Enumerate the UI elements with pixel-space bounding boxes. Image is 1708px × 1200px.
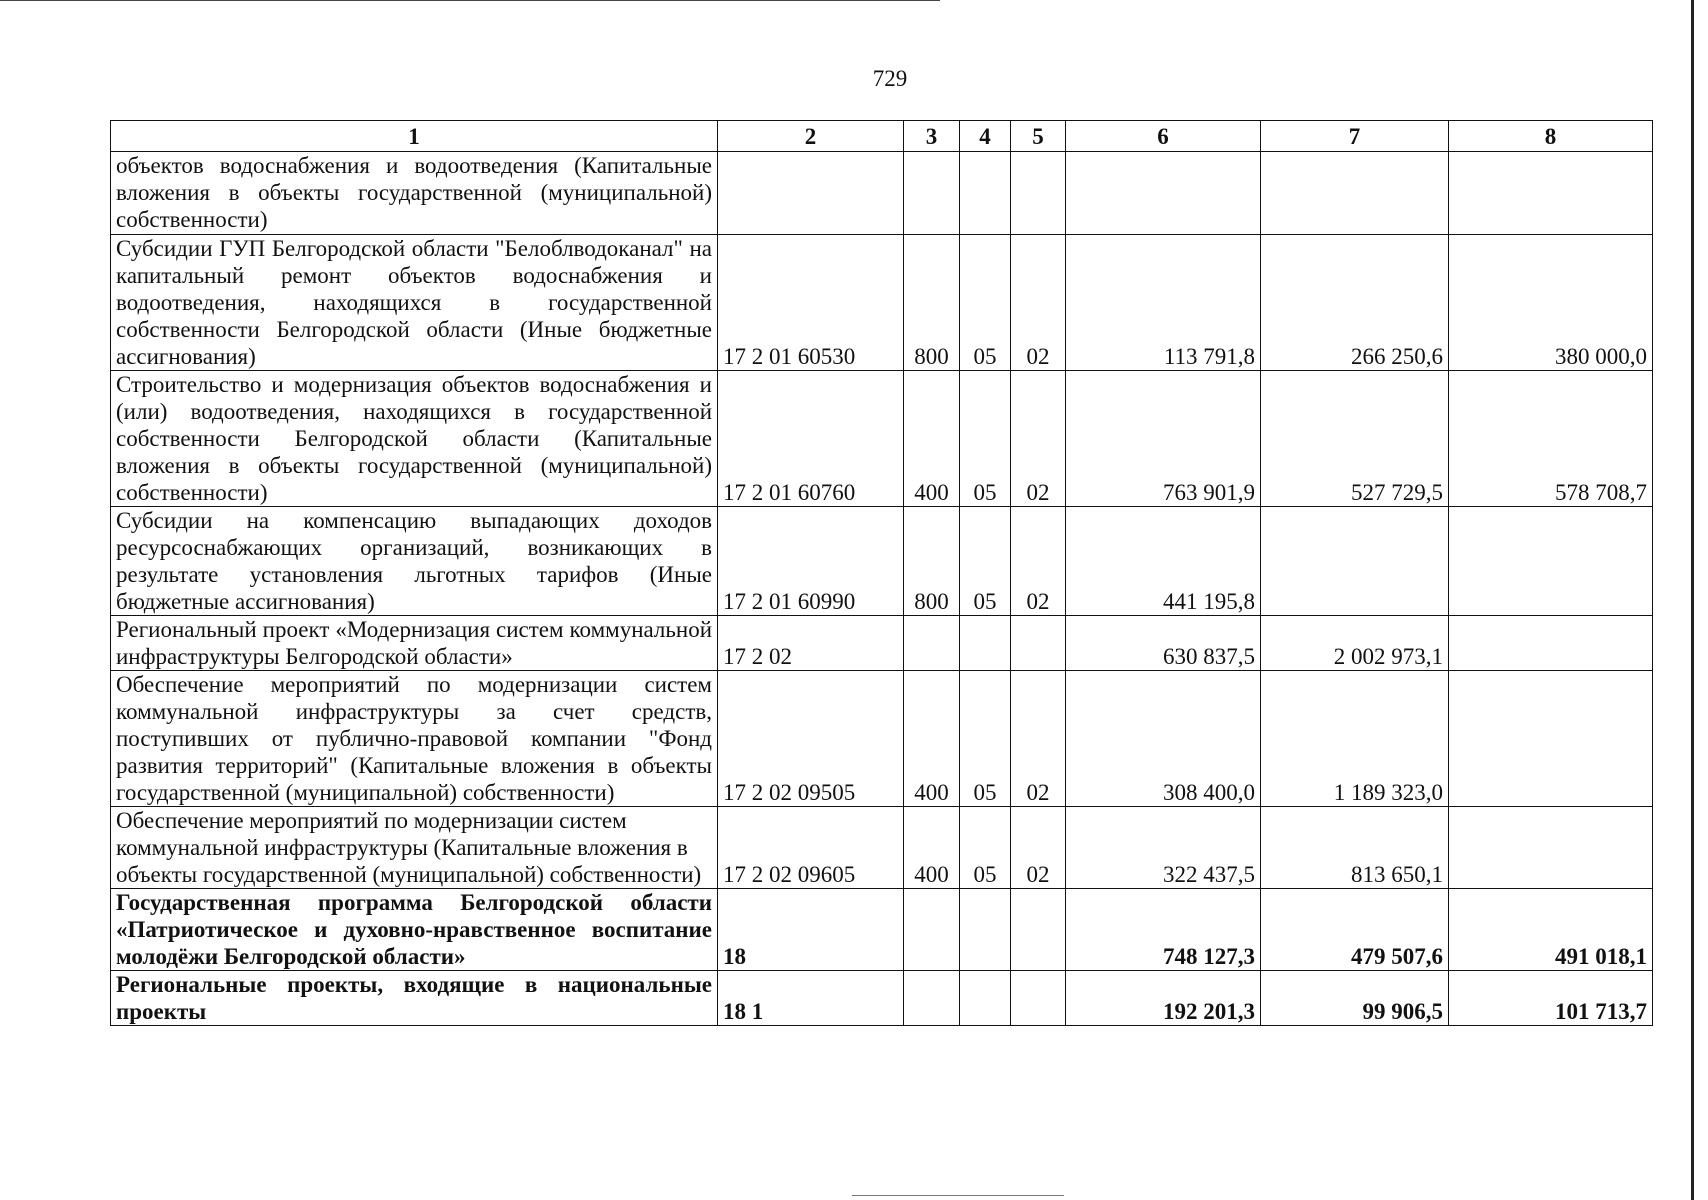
row-description: Обеспечение мероприятий по модернизации систем коммунальной инфраструктуры за счет средств, поступивших от публично-правовой компании "Фонд развития территорий" (Капитальные вложения в объекты государственной (муниципальной) собственности)	[111, 671, 718, 807]
row-col3: 800	[904, 235, 960, 371]
row-value-7: 2 002 973,1	[1261, 616, 1449, 671]
right-edge-rule	[1691, 0, 1708, 1200]
row-description: Региональные проекты, входящие в национальные проекты	[111, 971, 718, 1026]
row-description: Субсидии на компенсацию выпадающих доходов ресурсоснабжающих организаций, возникающих в результате установления льготных тарифов (Иные бюджетные ассигнования)	[111, 507, 718, 616]
row-value-6	[1066, 152, 1261, 235]
header-cell: 1	[111, 121, 718, 152]
row-code: 17 2 02 09505	[718, 671, 904, 807]
row-col3	[904, 971, 960, 1026]
row-col4: 05	[960, 671, 1011, 807]
row-col5: 02	[1011, 807, 1066, 889]
row-col3: 400	[904, 671, 960, 807]
row-value-7: 527 729,5	[1261, 371, 1449, 507]
row-col5: 02	[1011, 371, 1066, 507]
row-col4: 05	[960, 807, 1011, 889]
row-col3	[904, 616, 960, 671]
row-value-6: 441 195,8	[1066, 507, 1261, 616]
row-description: Региональный проект «Модернизация систем коммунальной инфраструктуры Белгородской области»	[111, 616, 718, 671]
row-value-6: 748 127,3	[1066, 889, 1261, 971]
row-col5	[1011, 152, 1066, 235]
bottom-rule	[852, 1195, 1064, 1196]
row-col5: 02	[1011, 507, 1066, 616]
row-value-8: 491 018,1	[1449, 889, 1653, 971]
row-col4	[960, 889, 1011, 971]
row-value-6: 322 437,5	[1066, 807, 1261, 889]
row-col4: 05	[960, 371, 1011, 507]
row-value-6: 192 201,3	[1066, 971, 1261, 1026]
row-code: 17 2 01 60530	[718, 235, 904, 371]
row-description: Строительство и модернизация объектов водоснабжения и (или) водоотведения, находящихся в государственной собственности Белгородской области (Капитальные вложения в объекты государственной (муниципальной) собственности)	[111, 371, 718, 507]
row-code: 18 1	[718, 971, 904, 1026]
row-value-7: 266 250,6	[1261, 235, 1449, 371]
row-code: 18	[718, 889, 904, 971]
row-col4	[960, 971, 1011, 1026]
row-value-7: 1 189 323,0	[1261, 671, 1449, 807]
table-row	[111, 807, 1653, 889]
row-description: объектов водоснабжения и водоотведения (Капитальные вложения в объекты государственной (муниципальной) собственности)	[111, 152, 718, 235]
header-cell: 7	[1261, 121, 1449, 152]
table-row	[111, 371, 1653, 507]
row-value-7	[1261, 507, 1449, 616]
row-description: Субсидии ГУП Белгородской области "Белоблводоканал" на капитальный ремонт объектов водоснабжения и водоотведения, находящихся в государственной собственности Белгородской области (Иные бюджетные ассигнования)	[111, 235, 718, 371]
header-cell: 3	[904, 121, 960, 152]
row-col3	[904, 152, 960, 235]
row-col3	[904, 889, 960, 971]
table-row-total	[111, 971, 1653, 1026]
row-col5: 02	[1011, 671, 1066, 807]
row-value-6: 113 791,8	[1066, 235, 1261, 371]
row-col4	[960, 152, 1011, 235]
row-value-7: 813 650,1	[1261, 807, 1449, 889]
table-row	[111, 507, 1653, 616]
budget-table	[110, 120, 1653, 1026]
row-col5	[1011, 889, 1066, 971]
table-row	[111, 616, 1653, 671]
page-number: 729	[872, 66, 908, 91]
header-cell: 6	[1066, 121, 1261, 152]
row-code: 17 2 02	[718, 616, 904, 671]
row-description: Обеспечение мероприятий по модернизации систем коммунальной инфраструктуры (Капитальные вложения в объекты государственной (муниципальной) собственности)	[111, 807, 718, 889]
table-row	[111, 235, 1653, 371]
header-cell: 4	[960, 121, 1011, 152]
row-value-6: 308 400,0	[1066, 671, 1261, 807]
row-value-8	[1449, 507, 1653, 616]
row-col3: 800	[904, 507, 960, 616]
row-value-8: 380 000,0	[1449, 235, 1653, 371]
row-col5	[1011, 971, 1066, 1026]
row-col3: 400	[904, 371, 960, 507]
row-code: 17 2 01 60990	[718, 507, 904, 616]
row-value-8	[1449, 616, 1653, 671]
row-col4: 05	[960, 235, 1011, 371]
row-col3: 400	[904, 807, 960, 889]
header-cell: 8	[1449, 121, 1653, 152]
top-rule	[0, 0, 940, 1]
row-code: 17 2 02 09605	[718, 807, 904, 889]
row-value-6: 630 837,5	[1066, 616, 1261, 671]
table-row	[111, 152, 1653, 235]
row-col5: 02	[1011, 235, 1066, 371]
row-value-6: 763 901,9	[1066, 371, 1261, 507]
row-code	[718, 152, 904, 235]
row-value-8: 101 713,7	[1449, 971, 1653, 1026]
row-col4: 05	[960, 507, 1011, 616]
row-value-7	[1261, 152, 1449, 235]
table-row	[111, 671, 1653, 807]
row-description: Государственная программа Белгородской области «Патриотическое и духовно-нравственное воспитание молодёжи Белгородской области»	[111, 889, 718, 971]
row-code: 17 2 01 60760	[718, 371, 904, 507]
row-value-8	[1449, 671, 1653, 807]
table-row-total	[111, 889, 1653, 971]
table-header-row	[111, 121, 1653, 152]
row-value-8: 578 708,7	[1449, 371, 1653, 507]
row-value-8	[1449, 152, 1653, 235]
row-col5	[1011, 616, 1066, 671]
row-col4	[960, 616, 1011, 671]
row-value-7: 99 906,5	[1261, 971, 1449, 1026]
header-cell: 5	[1011, 121, 1066, 152]
header-cell: 2	[718, 121, 904, 152]
row-value-8	[1449, 807, 1653, 889]
row-value-7: 479 507,6	[1261, 889, 1449, 971]
